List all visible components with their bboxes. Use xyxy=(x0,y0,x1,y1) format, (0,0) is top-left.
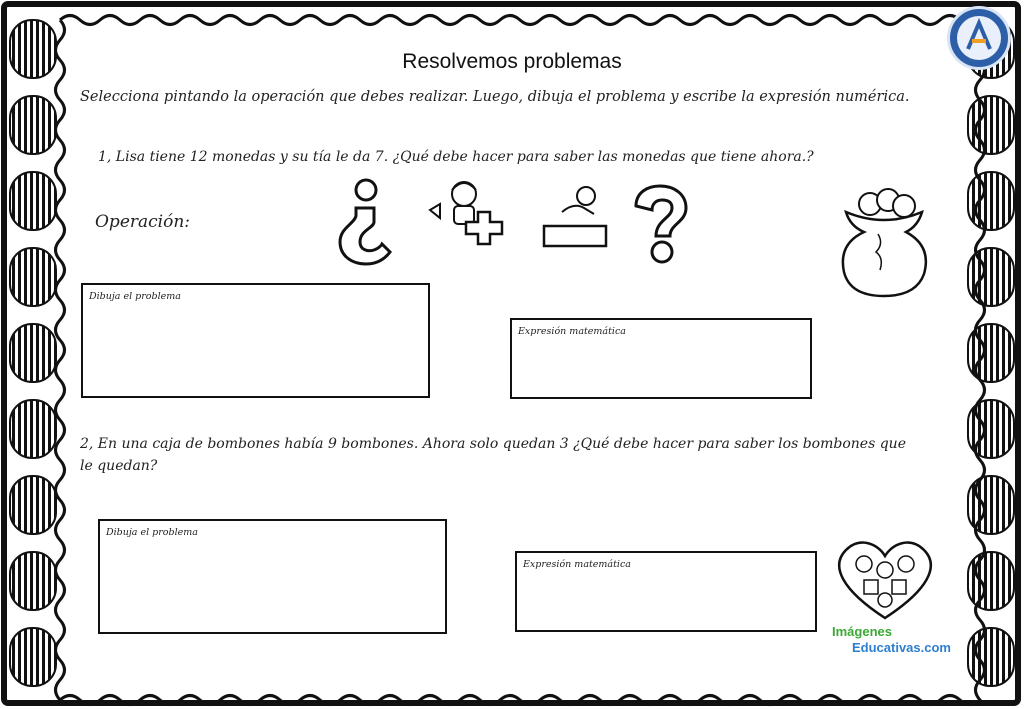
coin-bag-icon xyxy=(838,184,930,304)
problem-2-text: 2, En una caja de bombones había 9 bombones. Ahora solo quedan 3 ¿Qué debe hacer para saber los bombones que le quedan? xyxy=(80,436,906,474)
expression-box-label: Expresión matemática xyxy=(518,326,626,337)
expression-box-label: Expresión matemática xyxy=(523,559,631,570)
brand-line-1: Imágenes xyxy=(832,624,892,639)
brand-line-2: Educativas.com xyxy=(852,640,951,655)
page-title: Resolvemos problemas xyxy=(402,50,622,73)
brand-logo-text xyxy=(832,624,962,656)
instructions-text: Selecciona pintando la operación que debes realizar. Luego, dibuja el problema y escribe la expresión numérica. xyxy=(80,89,910,105)
problem-2-expression-box[interactable] xyxy=(515,551,817,632)
problem-1-text: 1, Lisa tiene 12 monedas y su tía le da 7. ¿Qué debe hacer para saber las monedas que tiene ahora.? xyxy=(98,149,814,165)
drawing-box-label: Dibuja el problema xyxy=(106,527,198,538)
heart-chocolate-box-icon xyxy=(834,538,936,626)
drawing-box-label: Dibuja el problema xyxy=(89,291,181,302)
problem-1-expression-box[interactable] xyxy=(510,318,812,399)
question-mark-icon[interactable] xyxy=(630,184,690,270)
problem-1-drawing-box[interactable] xyxy=(81,283,430,398)
inverted-question-mark-icon[interactable] xyxy=(332,178,394,270)
boy-with-minus-sign-icon[interactable] xyxy=(540,182,610,256)
operation-label: Operación: xyxy=(95,212,191,232)
girl-with-plus-sign-icon[interactable] xyxy=(424,178,504,262)
problem-2-drawing-box[interactable] xyxy=(98,519,447,634)
